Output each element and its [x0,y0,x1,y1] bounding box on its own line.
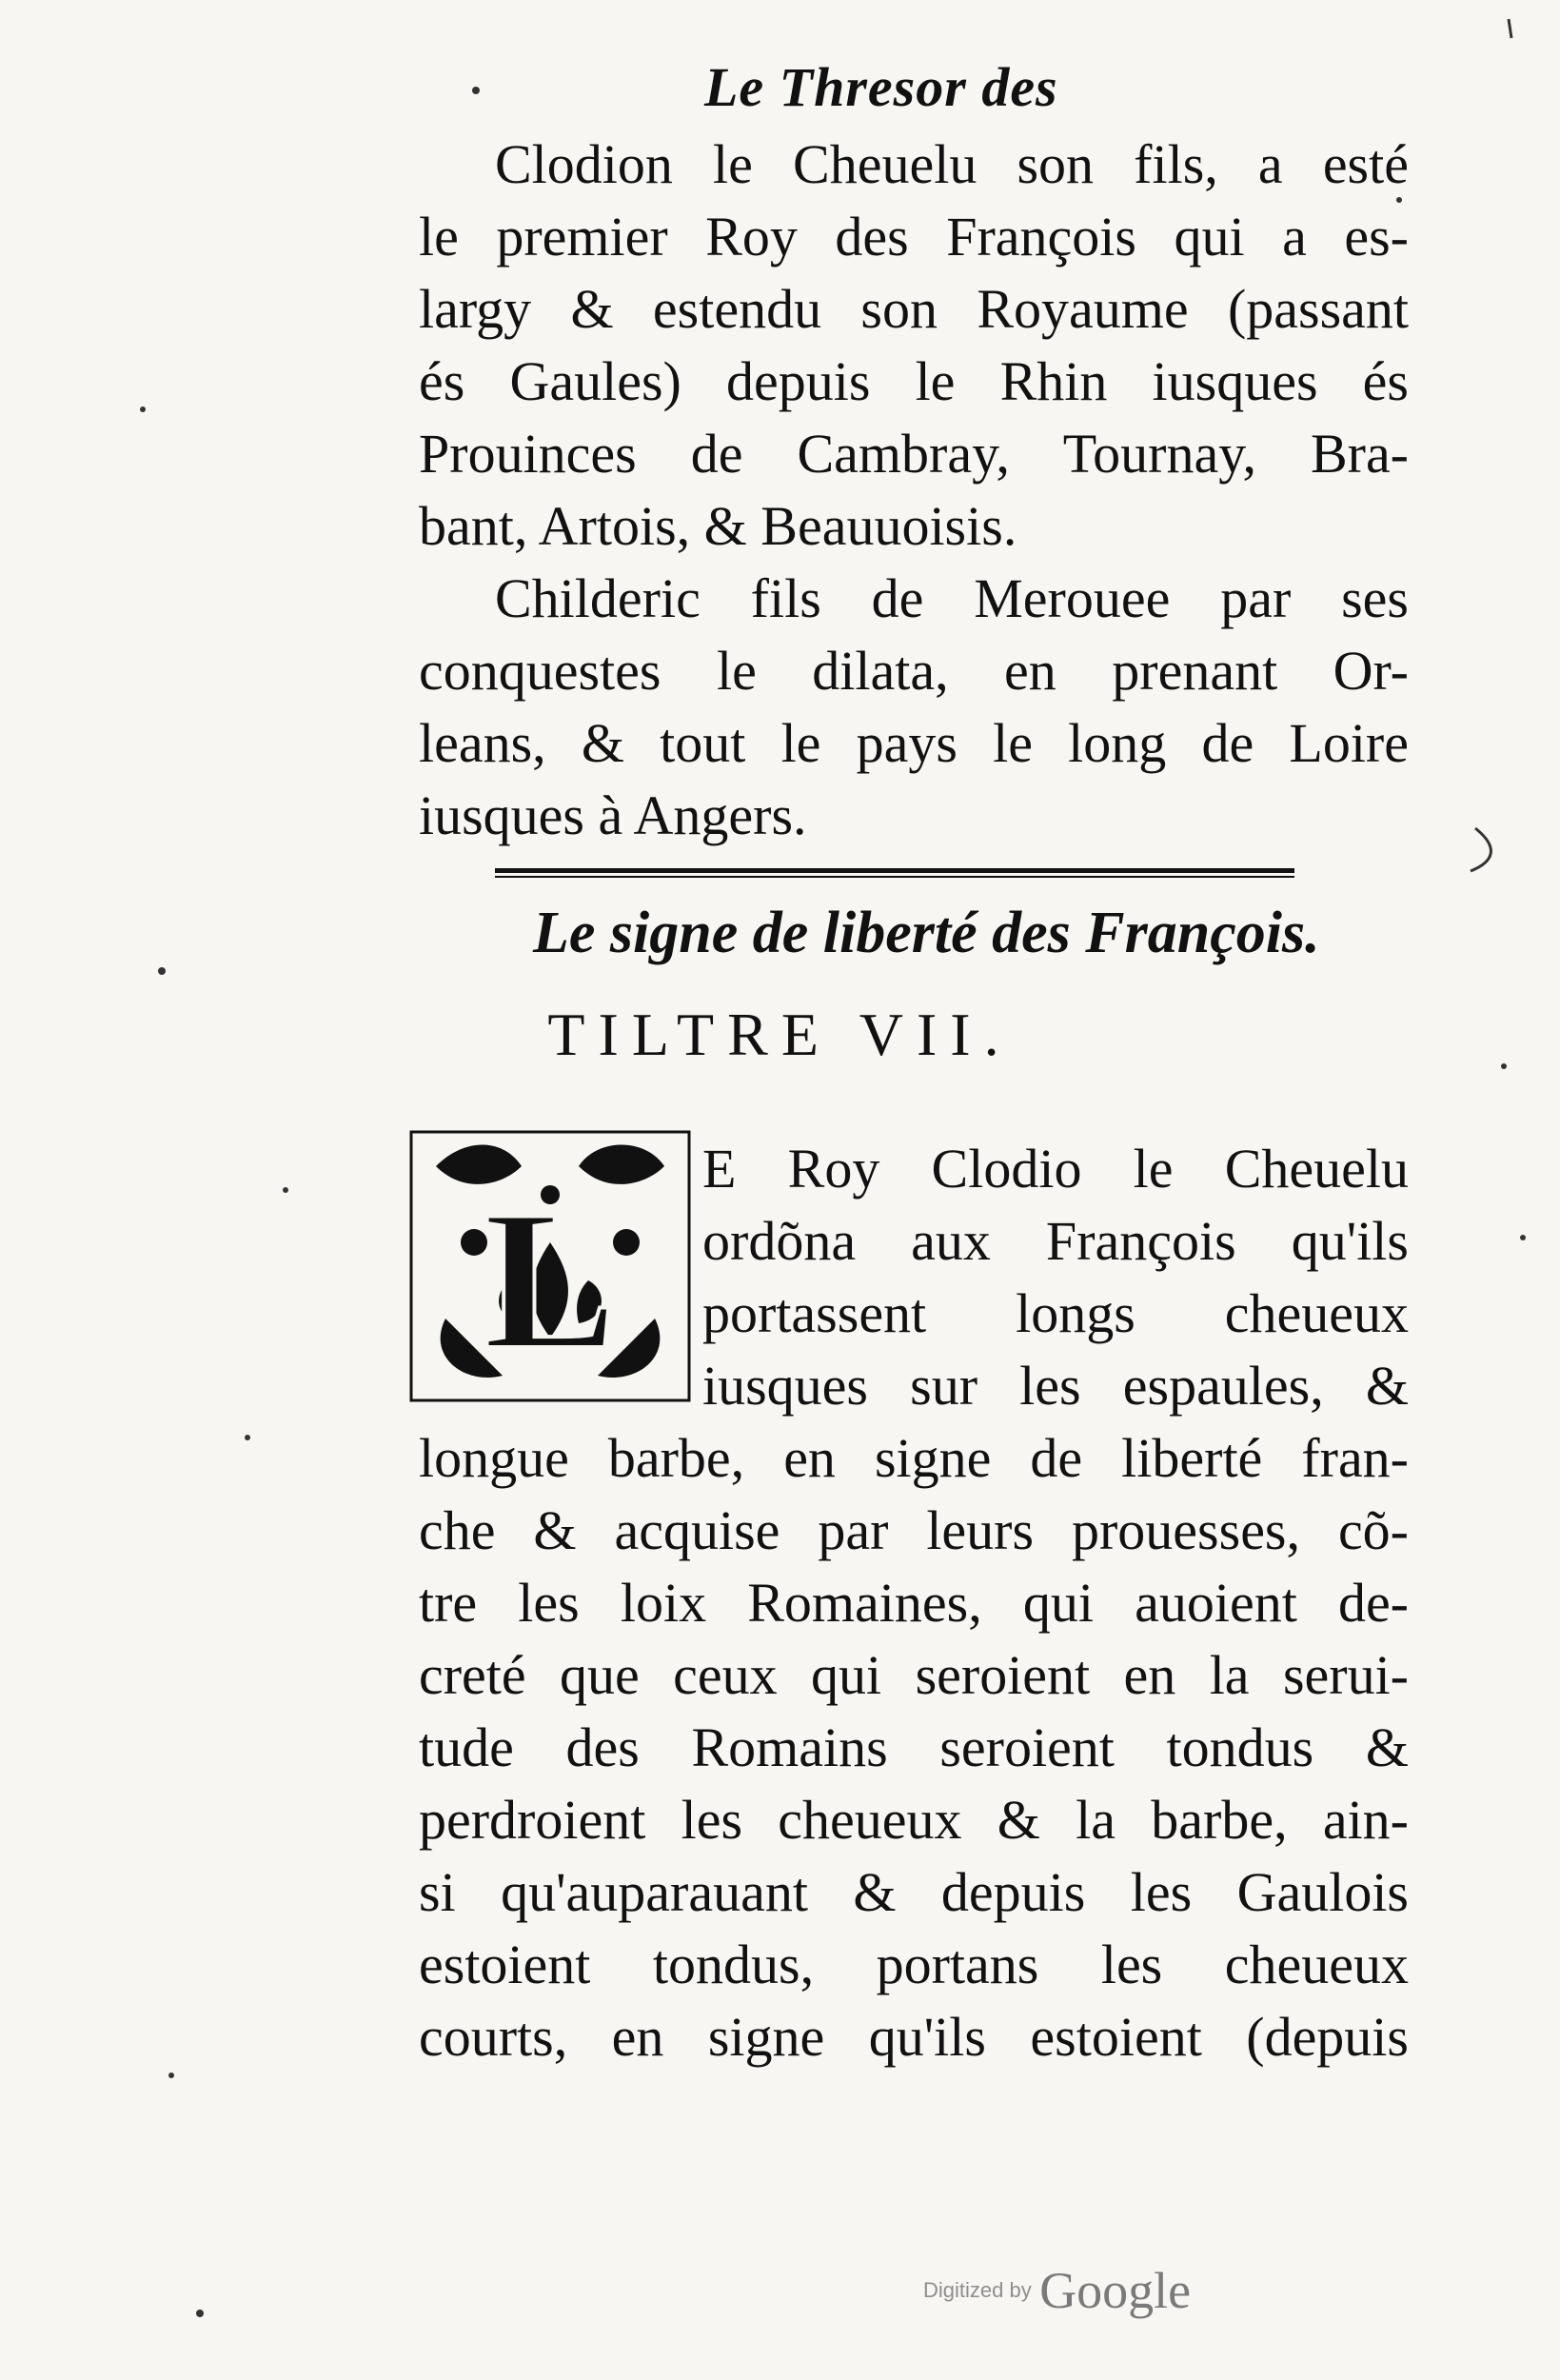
chapter-heading: TILTRE VII. [547,1001,1013,1068]
text-line: che & acquise par leurs prouesses, cõ- [419,1499,1409,1561]
paragraph-3-indented [702,1133,1409,1422]
text-line: largy & estendu son Royaume (passant [419,278,1409,340]
google-logo: Google [1039,2262,1192,2319]
drop-initial-letter: L [483,1170,618,1391]
text-line: Childeric fils de Merouee par ses [495,567,1409,629]
text-line: courts, en signe qu'ils estoient (depuis [419,2006,1409,2068]
text-line: creté que ceux qui seroient en la serui- [419,1644,1409,1706]
text-line: portassent longs cheueux [702,1282,1409,1344]
text-line: perdroient les cheueux & la barbe, ain- [419,1789,1409,1851]
paragraph-3 [419,1422,1409,2073]
paragraph-2 [419,563,1409,852]
running-head: Le Thresor des [704,56,1058,118]
text-line: iusques sur les espaules, & [702,1355,1409,1417]
text-line: estoient tondus, portans les cheueux [419,1934,1409,1995]
text-line: conquestes le dilata, en prenant Or- [419,640,1409,702]
text-line: leans, & tout le pays le long de Loire [419,712,1409,774]
text-line: si qu'auparauant & depuis les Gaulois [419,1861,1409,1923]
text-line: és Gaules) depuis le Rhin iusques és [419,350,1409,412]
text-line: Clodion le Cheuelu son fils, a esté [495,133,1409,195]
text-line: le premier Roy des François qui a es- [419,206,1409,268]
text-line: tude des Romains seroient tondus & [419,1716,1409,1778]
text-line: bant, Artois, & Beauuoisis. [419,495,1017,557]
paragraph-1 [419,129,1409,563]
section-rule [495,868,1294,878]
text-line: E Roy Clodio le Cheuelu [702,1138,1409,1200]
ornament-icon [407,1128,693,1404]
text-line: longue barbe, en signe de liberté fran- [419,1427,1409,1489]
section-title: Le signe de liberté des François. [533,901,1320,965]
text-line: iusques à Angers. [419,784,807,846]
digitized-watermark [923,2261,1191,2320]
watermark-prefix: Digitized by [923,2278,1032,2302]
text-line: tre les loix Romaines, qui auoient de- [419,1572,1409,1634]
text-line: ordõna aux François qu'ils [702,1210,1409,1272]
decorated-initial [407,1128,693,1404]
text-line: Prouinces de Cambray, Tournay, Bra- [419,423,1409,485]
